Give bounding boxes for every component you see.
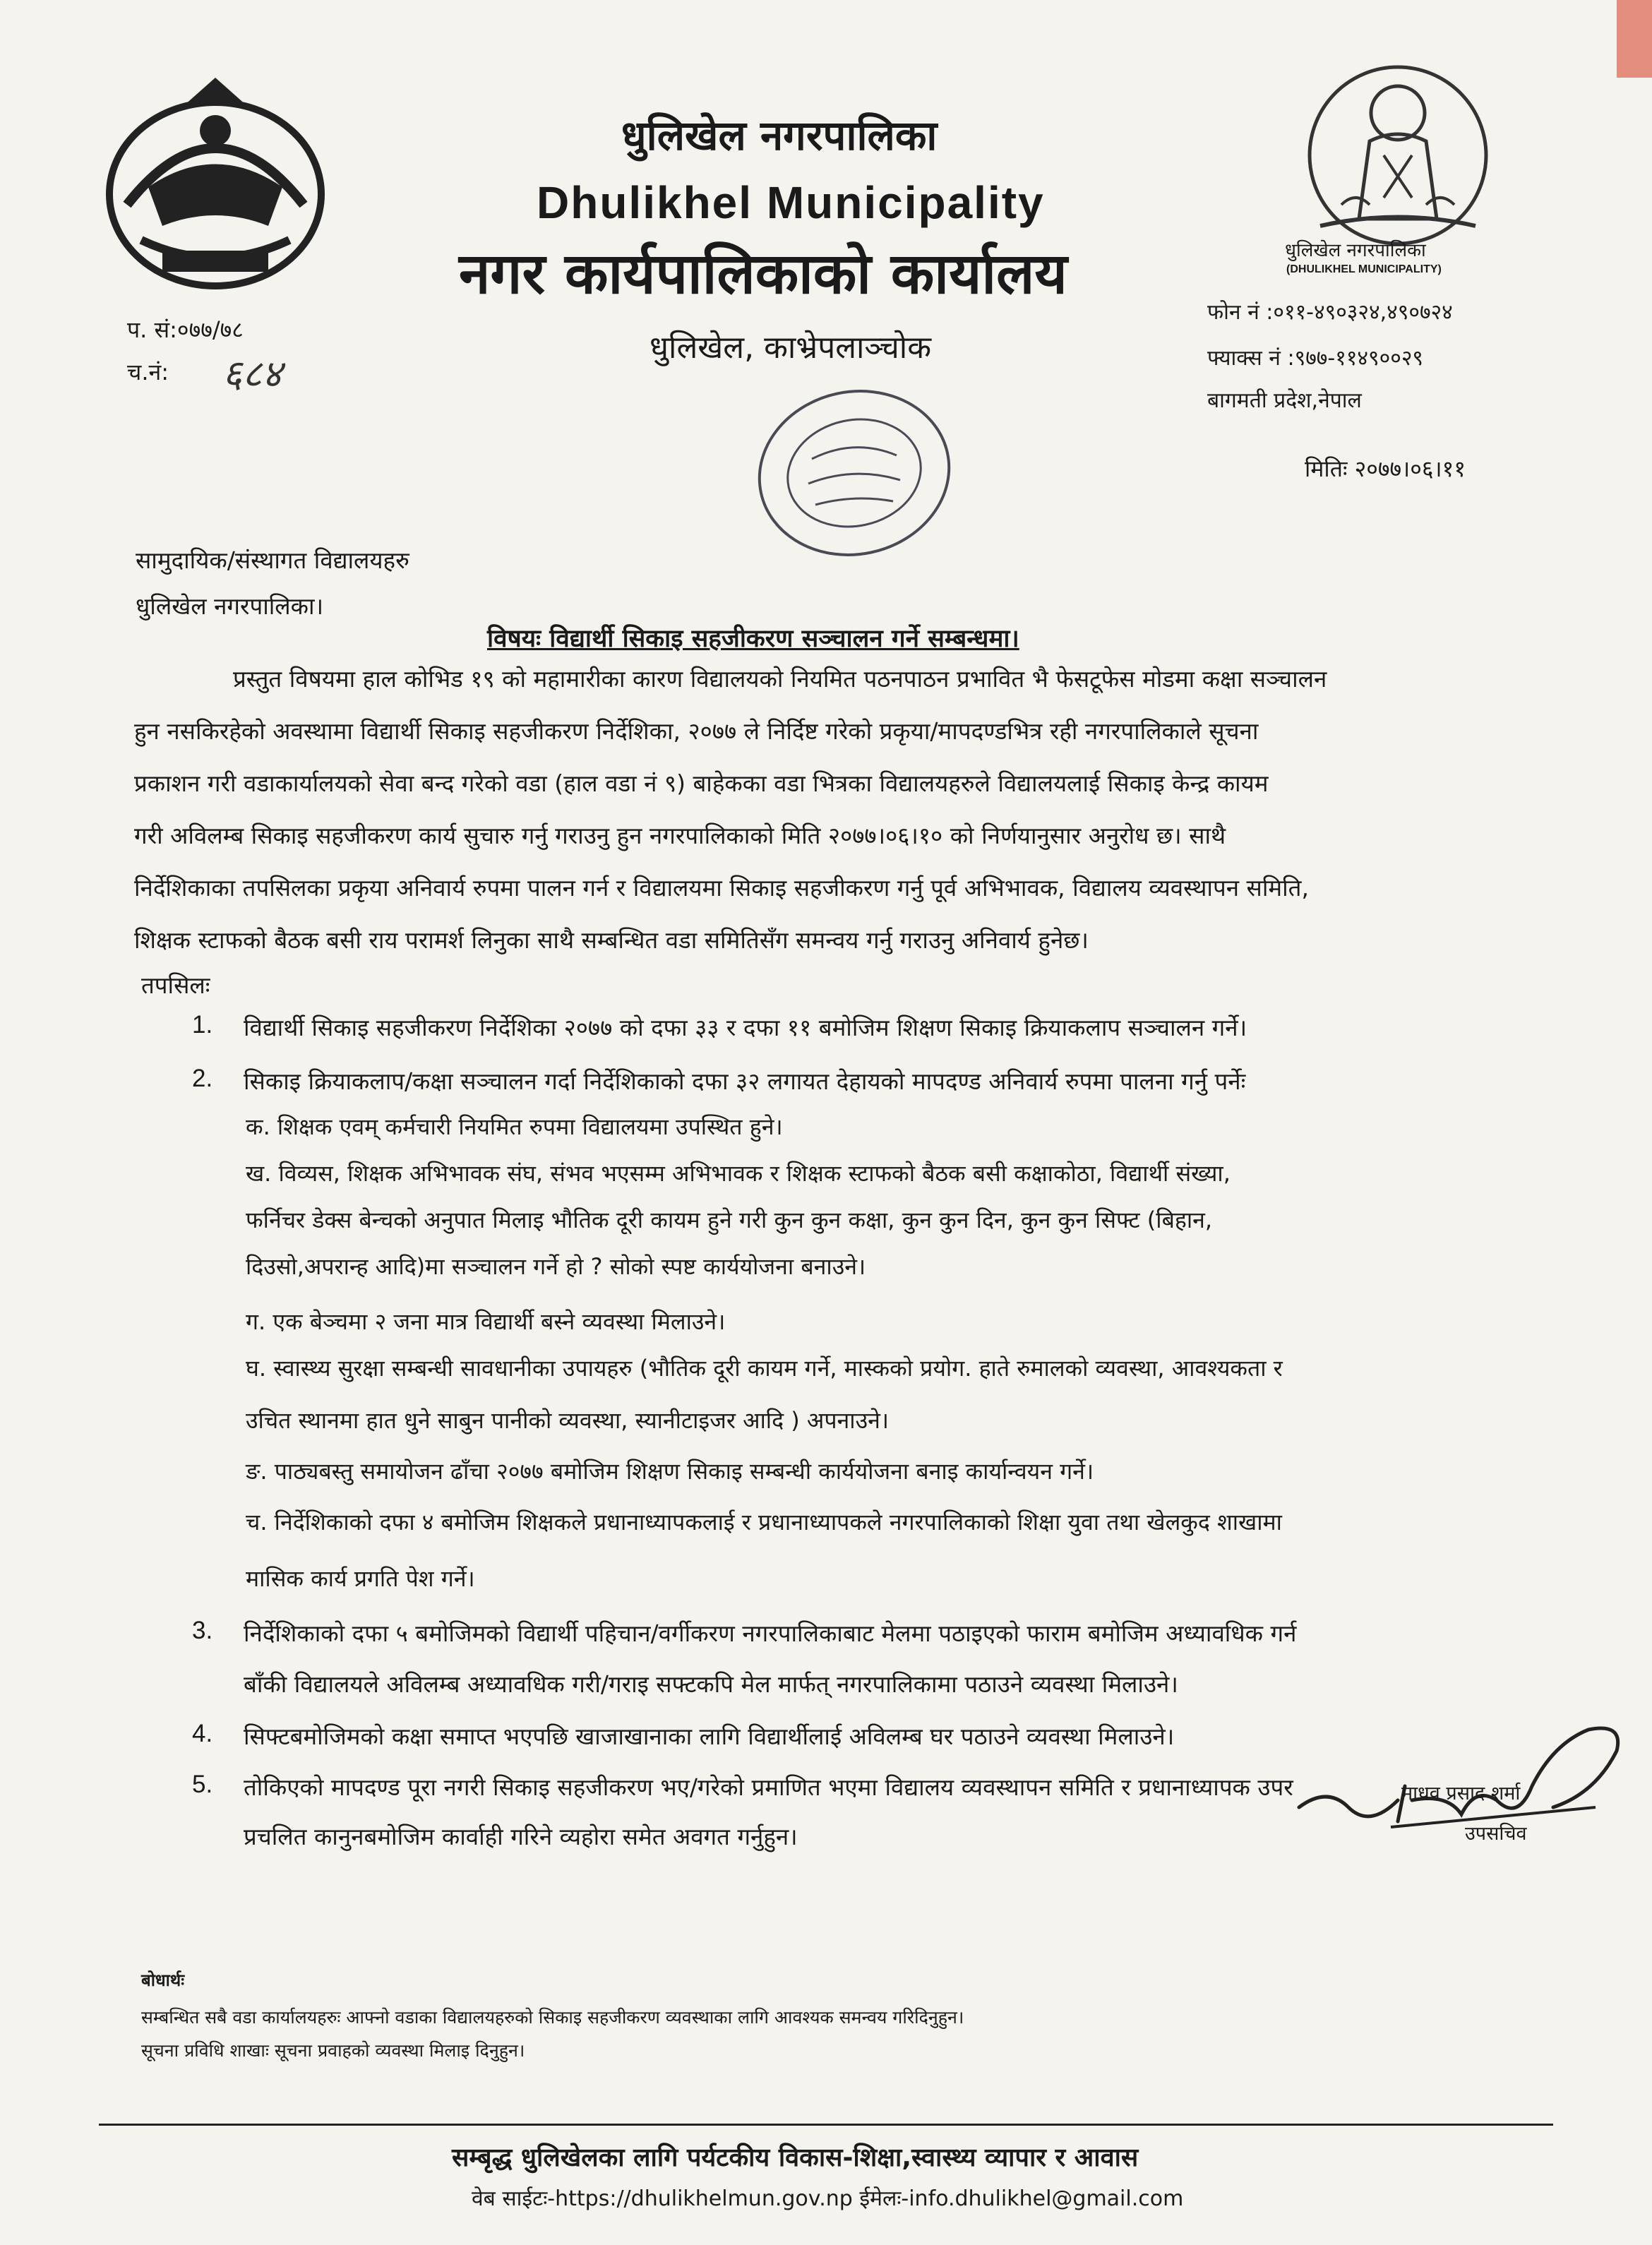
- item-4-text: सिफ्टबमोजिमको कक्षा समाप्त भएपछि खाजाखानाका लागि विद्यार्थीलाई अविलम्ब घर पठाउने व्यवस्था मिलाउने।: [244, 1723, 1175, 1750]
- body-line-5: निर्देशिकाका तपसिलका प्रकृया अनिवार्य रुपमा पालन गर्न र विद्यालयमा सिकाइ सहजीकरण गर्नु पूर्व अभिभावक, विद्यालय व्यवस्थापन समिति,: [134, 874, 1309, 902]
- footer-contact: वेब साईटः-https://dhulikhelmun.gov.np ईमेलः-info.dhulikhel@gmail.com: [472, 2186, 1184, 2211]
- item-number-3: 3.: [192, 1617, 213, 1644]
- bodharth-line-2: सूचना प्रविधि शाखाः सूचना प्रवाहको व्यवस्था मिलाइ दिनुहुन।: [141, 2040, 525, 2061]
- body-line-2: हुन नसकिरहेको अवस्थामा विद्यार्थी सिकाइ सहजीकरण निर्देशिका, २०७७ ले निर्दिष्ट गरेको प्रकृया/मापदण्डभित्र रही नगरपालिकाले सूचना: [134, 717, 1259, 745]
- item-3-line-2: बाँकी विद्यालयले अविलम्ब अध्यावधिक गरी/गराइ सफ्टकपि मेल मार्फत् नगरपालिकामा पठाउने व्यवस्था मिलाउने।: [244, 1670, 1178, 1698]
- chalani-number-handwritten: ६८४: [222, 352, 282, 396]
- item-1-text: विद्यार्थी सिकाइ सहजीकरण निर्देशिका २०७७ को दफा ३३ र दफा ११ बमोजिम शिक्षण सिकाइ क्रियाकलाप सञ्चालन गर्ने।: [244, 1014, 1247, 1041]
- item-number-5: 5.: [192, 1771, 213, 1798]
- letter-date: मितिः २०७७।०६।११: [1305, 455, 1466, 482]
- subitem-kha-line-3: दिउसो,अपरान्ह आदि)मा सञ्चालन गर्ने हो ? सोको स्पष्ट कार्ययोजना बनाउने।: [246, 1253, 866, 1280]
- phone-number: फोन नं :०११-४९०३२४,४९०७२४: [1207, 300, 1453, 325]
- signatory-title: उपसचिव: [1465, 1823, 1527, 1845]
- nepal-emblem-icon: [99, 64, 332, 297]
- municipality-name-np: धुलिखेल नगरपालिका: [621, 112, 938, 160]
- subitem-cha-line-1: च. निर्देशिकाको दफा ४ बमोजिम शिक्षकले प्रधानाध्यापकलाई र प्रधानाध्यापकले नगरपालिकाको शिक्षा युवा तथा खेलकुद शाखामा: [246, 1509, 1282, 1535]
- item-3-line-1: निर्देशिकाको दफा ५ बमोजिमको विद्यार्थी पहिचान/वर्गीकरण नगरपालिकाबाट मेलमा पठाइएको फाराम बमोजिम अध्यावधिक गर्न: [244, 1620, 1297, 1647]
- office-address: धुलिखेल, काभ्रेपलाञ्चोक: [650, 330, 931, 366]
- body-line-4: गरी अविलम्ब सिकाइ सहजीकरण कार्य सुचारु गर्नु गराउनु हुन नगरपालिकाको मिति २०७७।०६।१० को निर्णयानुसार अनुरोध छ। साथै: [134, 822, 1226, 849]
- subitem-cha-line-2: मासिक कार्य प्रगति पेश गर्ने।: [246, 1565, 475, 1592]
- body-line-3: प्रकाशन गरी वडाकार्यालयको सेवा बन्द गरेको वडा (हाल वडा नं ९) बाहेकका वडा भित्रका विद्यालयहरुले विद्यालयलाई सिकाइ केन्द्र कायम: [134, 770, 1269, 797]
- body-line-1: प्रस्तुत विषयमा हाल कोभिड १९ को महामारीका कारण विद्यालयको नियमित पठनपाठन प्रभावित भै फेसटूफेस मोडमा कक्षा सञ्चालन: [233, 665, 1327, 693]
- logo-caption-en: (DHULIKHEL MUNICIPALITY): [1286, 263, 1442, 275]
- municipality-name-en: Dhulikhel Municipality: [537, 177, 1045, 228]
- item-2-text: सिकाइ क्रियाकलाप/कक्षा सञ्चालन गर्दा निर्देशिकाको दफा ३२ लगायत देहायको मापदण्ड अनिवार्य रुपमा पालना गर्नु पर्नेः: [244, 1067, 1246, 1095]
- letter-subject: विषयः विद्यार्थी सिकाइ सहजीकरण सञ्चालन गर्ने सम्बन्धमा।: [487, 625, 1019, 653]
- handwritten-signature-icon: [1285, 1701, 1638, 1843]
- chalani-label: च.नं:: [127, 359, 169, 385]
- fax-number: फ्याक्स नं :९७७-११४९००२९: [1207, 346, 1424, 371]
- addressee-line-1: सामुदायिक/संस्थागत विद्यालयहरु: [136, 546, 409, 574]
- office-stamp-icon: [734, 367, 967, 579]
- bodharth-label: बोधार्थः: [141, 1970, 185, 1990]
- subitem-kha-line-2: फर्निचर डेक्स बेन्चको अनुपात मिलाइ भौतिक दूरी कायम हुने गरी कुन कुन कक्षा, कुन कुन दिन, कुन कुन सिफ्ट (बिहान,: [246, 1207, 1213, 1233]
- subitem-nga: ङ. पाठ्यबस्तु समायोजन ढाँचा २०७७ बमोजिम शिक्षण सिकाइ सम्बन्धी कार्ययोजना बनाइ कार्यान्वयन गर्ने।: [246, 1458, 1094, 1485]
- subitem-gha-line-2: उचित स्थानमा हात धुने साबुन पानीको व्यवस्था, स्यानीटाइजर आदि ) अपनाउने।: [246, 1407, 890, 1434]
- reference-number: प. सं:०७७/७८: [127, 316, 244, 343]
- subitem-kha-line-1: ख. विव्यस, शिक्षक अभिभावक संघ, संभव भएसम्म अभिभावक र शिक्षक स्टाफको बैठक बसी कक्षाकोठा, विद्यार्थी संख्या,: [246, 1160, 1231, 1187]
- bodharth-line-1: सम्बन्धित सबै वडा कार्यालयहरुः आफ्नो वडाका विद्यालयहरुको सिकाइ सहजीकरण व्यवस्थाका लागि आवश्यक समन्वय गरिदिनुहुन।: [141, 2007, 964, 2028]
- subitem-ga: ग. एक बेञ्चमा २ जना मात्र विद्यार्थी बस्ने व्यवस्था मिलाउने।: [246, 1308, 726, 1335]
- body-line-6: शिक्षक स्टाफको बैठक बसी राय परामर्श लिनुका साथै सम्बन्धित वडा समितिसँग समन्वय गर्नु गराउनु अनिवार्य हुनेछ।: [134, 926, 1089, 954]
- subitem-ka: क. शिक्षक एवम् कर्मचारी नियमित रुपमा विद्यालयमा उपस्थित हुने।: [246, 1113, 783, 1140]
- logo-caption-np: धुलिखेल नगरपालिका: [1285, 240, 1426, 261]
- footer-divider: [99, 2124, 1553, 2126]
- item-number-4: 4.: [192, 1720, 213, 1747]
- item-5-line-1: तोकिएको मापदण्ड पूरा नगरी सिकाइ सहजीकरण भए/गरेको प्रमाणित भएमा विद्यालय व्यवस्थापन समिति र प्रधानाध्यापक उपर: [244, 1773, 1293, 1801]
- office-name: नगर कार्यपालिकाको कार्यालय: [459, 241, 1067, 306]
- province-name: बागमती प्रदेश,नेपाल: [1207, 388, 1362, 413]
- item-number-1: 1.: [192, 1011, 213, 1038]
- page-edge-mark: [1617, 0, 1652, 78]
- item-number-2: 2.: [192, 1065, 213, 1092]
- addressee-line-2: धुलिखेल नगरपालिका।: [136, 592, 324, 620]
- signatory-name: माधव प्रसाद शर्मा: [1401, 1783, 1521, 1804]
- subitem-gha-line-1: घ. स्वास्थ्य सुरक्षा सम्बन्धी सावधानीका उपायहरु (भौतिक दूरी कायम गर्ने, मास्कको प्रयोग. हाते रुमालको व्यवस्था, आवश्यकता र: [246, 1355, 1283, 1382]
- tapsil-label: तपसिलः: [141, 971, 210, 999]
- item-5-line-2: प्रचलित कानुनबमोजिम कार्वाही गरिने व्यहोरा समेत अवगत गर्नुहुन।: [244, 1823, 798, 1850]
- footer-slogan: सम्बृद्ध धुलिखेलका लागि पर्यटकीय विकास-शिक्षा,स्वास्थ्य व्यापार र आवास: [452, 2143, 1139, 2172]
